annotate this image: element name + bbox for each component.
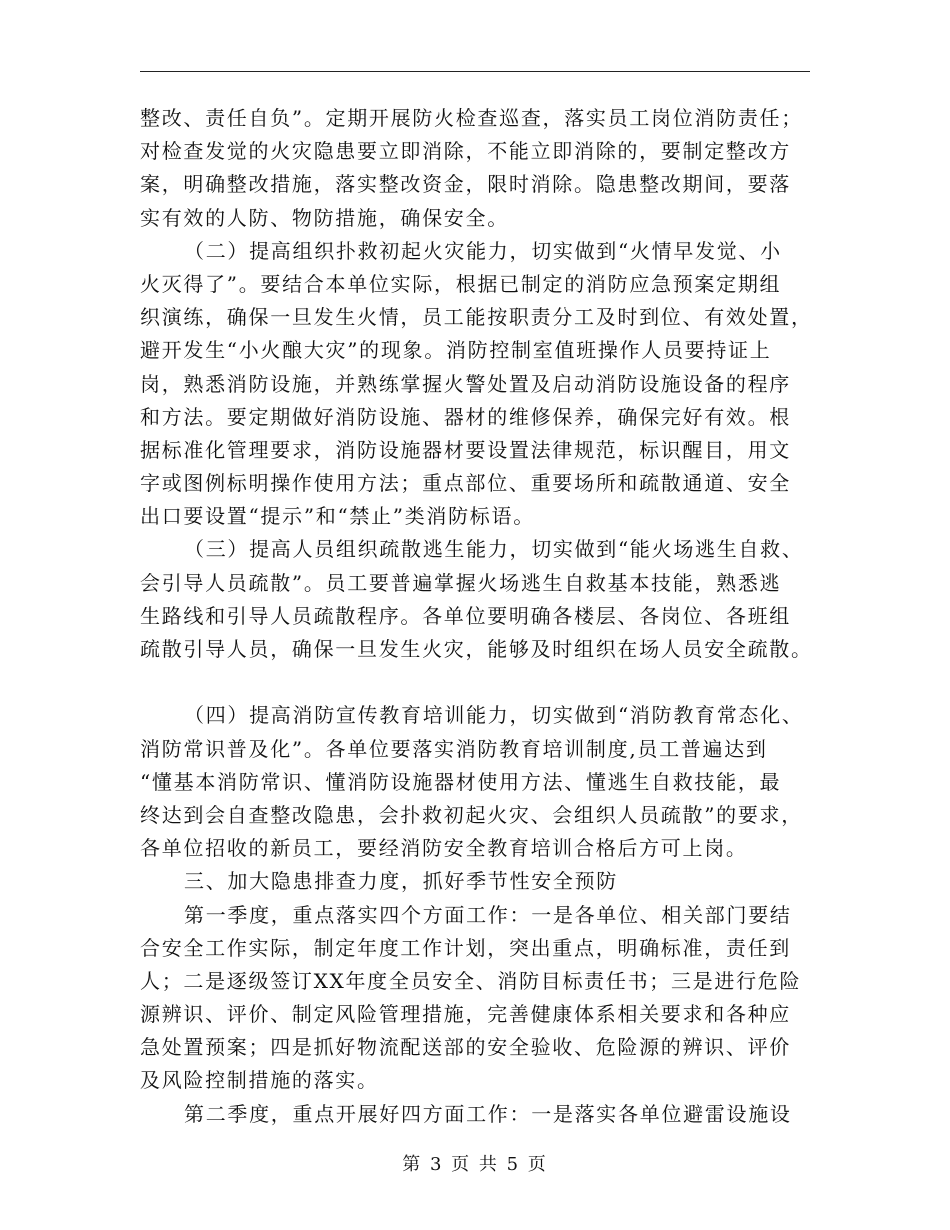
text-line: 案，明确整改措施，落实整改资金，限时消除。隐患整改期间，要落: [140, 172, 791, 197]
text-line: 急处置预案；四是抓好物流配送部的安全验收、危险源的辨识、评价: [140, 1035, 791, 1060]
blank-line: [140, 666, 812, 699]
text-line: 避开发生“小火酿大灾”的现象。消防控制室值班操作人员要持证上: [140, 338, 772, 363]
header-rule: [140, 71, 810, 72]
text-line: 第一季度，重点落实四个方面工作：一是各单位、相关部门要结: [184, 902, 792, 927]
text-line: 织演练，确保一旦发生火情，员工能按职责分工及时到位、有效处置，: [140, 305, 813, 330]
text-line: 三、加大隐患排查力度，抓好季节性安全预防: [184, 869, 618, 894]
text-line: 源辨识、评价、制定风险管理措施，完善健康体系相关要求和各种应: [140, 1002, 791, 1027]
text-line: 第二季度，重点开展好四方面工作：一是落实各单位避雷设施设: [184, 1101, 792, 1126]
text-line: 岗，熟悉消防设施，并熟练掌握火警处置及启动消防设施设备的程序: [140, 371, 791, 396]
text-line: （三）提高人员组织疏散逃生能力，切实做到“能火场逃生自救、: [184, 537, 804, 562]
text-line: 会引导人员疏散”。员工要普遍掌握火场逃生自救基本技能，熟悉逃: [140, 570, 782, 595]
text-line: 据标准化管理要求，消防设施器材要设置法律规范，标识醒目，用文: [140, 437, 791, 462]
text-line: （四）提高消防宣传教育培训能力，切实做到“消防教育常态化、: [184, 703, 804, 728]
text-line: “懂基本消防常识、懂消防设施器材使用方法、懂逃生自救技能，最: [140, 769, 782, 794]
text-line: 字或图例标明操作使用方法；重点部位、重要场所和疏散通道、安全: [140, 471, 791, 496]
text-line: 生路线和引导人员疏散程序。各单位要明确各楼层、各岗位、各班组: [140, 603, 791, 628]
page-footer: 第 3 页 共 5 页: [402, 1154, 548, 1175]
text-line: 实有效的人防、物防措施，确保安全。: [140, 205, 509, 230]
text-line: 消防常识普及化”。各单位要落实消防教育培训制度,员工普遍达到: [140, 736, 768, 761]
text-line: 整改、责任自负”。定期开展防火检查巡查，落实员工岗位消防责任；: [140, 106, 803, 130]
text-line: 各单位招收的新员工，要经消防安全教育培训合格后方可上岗。: [140, 836, 748, 861]
text-line: 终达到会自查整改隐患，会扑救初起火灾、会组织人员疏散”的要求，: [140, 802, 803, 827]
text-line: 疏散引导人员，确保一旦发生火灾，能够及时组织在场人员安全疏散。: [140, 637, 813, 661]
text-line: 和方法。要定期做好消防设施、器材的维修保养，确保完好有效。根: [140, 404, 791, 429]
text-line: 合安全工作实际，制定年度工作计划，突出重点，明确标准，责任到: [140, 935, 791, 960]
text-line: 人；二是逐级签订XX年度全员安全、消防目标责任书；三是进行危险: [140, 968, 802, 993]
text-line: 对检查发觉的火灾隐患要立即消除，不能立即消除的，要制定整改方: [140, 139, 791, 164]
text-line: 及风险控制措施的落实。: [140, 1068, 379, 1093]
document-body: [140, 102, 812, 1131]
text-line: （二）提高组织扑救初起火灾能力，切实做到“火情早发觉、小: [184, 238, 782, 263]
text-line: 火灭得了”。要结合本单位实际，根据已制定的消防应急预案定期组: [140, 271, 782, 296]
text-line: 出口要设置“提示”和“禁止”类消防标语。: [140, 504, 535, 529]
